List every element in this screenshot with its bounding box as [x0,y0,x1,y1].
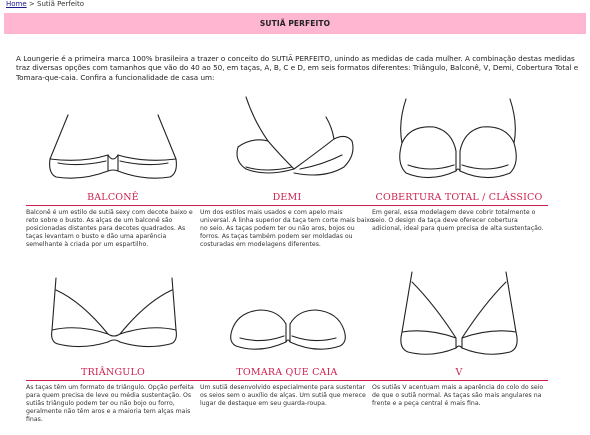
product-divider [200,380,376,381]
balconette-bra-icon [22,93,204,189]
breadcrumb-home-link[interactable]: Home [6,0,27,8]
product-divider [26,380,202,381]
breadcrumb-separator: > [28,0,35,8]
product-name: TOMARA QUE CAIA [236,367,338,378]
page-header-bar [4,13,586,34]
product-divider [372,380,548,381]
product-name: BALCONÊ [87,192,139,203]
product-description: Balconê é um estilo de sutiã sexy com decote baixo e reto sobre o busto. As alças de um balconê são posicionadas distantes para decotes quadrados. As taças levantam o busto e dão uma aparência semelhante à criada por um espartilho. [26,209,193,248]
page-title: SUTIÃ PERFEITO [259,19,331,28]
demi-bra-icon [196,93,378,189]
product-name: COBERTURA TOTAL / CLÁSSICO [375,192,543,203]
product-divider [200,205,376,206]
product-name: V [455,367,463,378]
product-description: Os sutiãs V acentuam mais a aparência do colo do seio de que o sutiã normal. As taças são mais angulares na frente e a peça central é mais fina. [372,384,544,407]
breadcrumb-current: Sutiã Perfeito [37,0,84,8]
product-divider [372,205,548,206]
product-description: Um sutiã desenvolvido especialmente para sustentar os seios sem o auxílio de alças. Um sutiã que merece lugar de destaque em seu guarda-roupa. [200,384,366,407]
full-coverage-bra-icon [368,93,550,189]
breadcrumb [6,0,84,8]
product-balconette [22,93,204,268]
product-triangle [22,268,204,435]
product-name: TRIÂNGULO [81,367,145,378]
plunge-v-bra-icon [368,268,550,364]
triangle-bra-icon [22,268,204,364]
product-full-coverage [368,93,550,268]
product-name: DEMI [272,192,302,203]
strapless-bra-icon [196,268,378,364]
product-demi [196,93,378,268]
product-description: Um dos estilos mais usados e com apelo mais universal. A linha superior da taça tem corte mais baixo no seio. As taças podem ter ou não aros, bojos ou forros. As taças também podem ser moldadas ou costuradas em modelagens diferentes. [200,209,374,248]
product-plunge-v [368,268,550,435]
intro-paragraph: A Loungerie é a primeira marca 100% brasileira a trazer o conceito do SUTIÃ PERFEITO, unindo as medidas de cada mulher. A combinação destas medidas traz diversas opções com tamanhos que vão do 40 ao 50, em taças, A, B, C e D, em seis formatos diferentes: Triângulo, Balconê, V, Demi, Cobertura Total e Tomara-que-caia. Confira a funcionalidade de casa um: [16,54,579,82]
product-divider [26,205,202,206]
product-description: Em geral, essa modelagem deve cobrir totalmente o seio. O design da taça deve oferecer cobertura adicional, ideal para quem precisa de alta sustentação. [372,209,544,232]
product-strapless [196,268,378,435]
product-description: As taças têm um formato de triângulo. Opção perfeita para quem precisa de leve ou média sustentação. Os sutiãs triângulo podem ter ou não bojo ou forro, geralmente não têm aros e a maioria tem alças mais finas. [26,384,194,423]
